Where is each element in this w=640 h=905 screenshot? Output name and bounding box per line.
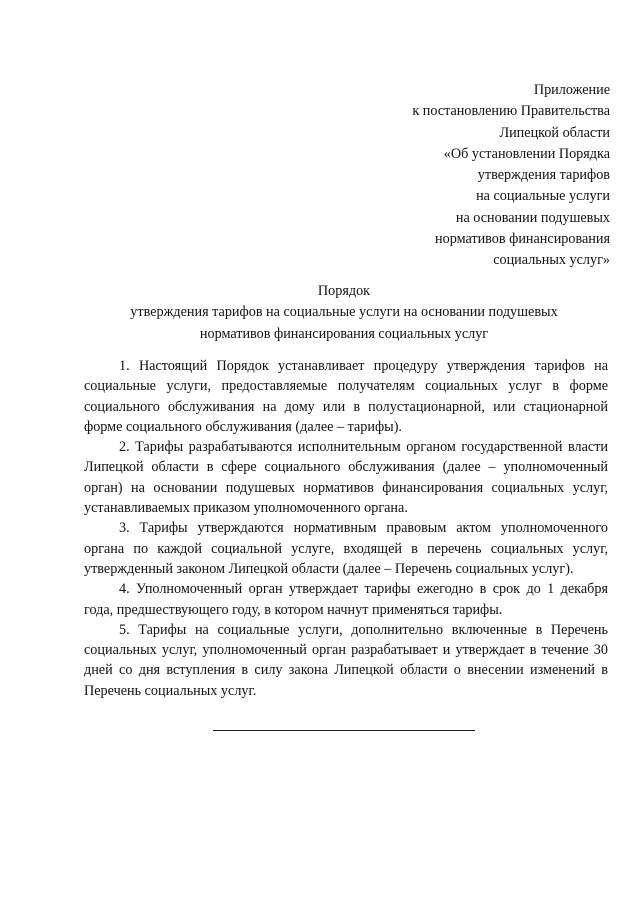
closing-divider xyxy=(213,730,475,731)
appendix-header xyxy=(412,80,610,272)
appendix-line: к постановлению Правительства xyxy=(412,103,610,120)
title-heading: Порядок xyxy=(317,283,371,299)
appendix-line: Липецкой области xyxy=(499,124,610,141)
title-subtitle-line: нормативов финансирования социальных услуг xyxy=(199,325,489,342)
appendix-line: утверждения тарифов xyxy=(477,167,610,184)
document-body xyxy=(84,356,608,701)
paragraph-5: 5. Тарифы на социальные услуги, дополнительно включенные в Перечень социальных услуг, уполномоченный орган разрабатывает и утверждает в течение 30 дней со дня вступления в силу закона Липецкой области о внесении изменений в Перечень социальных услуг. xyxy=(84,621,608,699)
paragraph-4: 4. Уполномоченный орган утверждает тарифы ежегодно в срок до 1 декабря года, предшествующего году, в котором начнут применяться тарифы. xyxy=(84,581,608,618)
paragraph-2: 2. Тарифы разрабатываются исполнительным органом государственной власти Липецкой области в сфере социального обслуживания (далее – уполномоченный орган) на основании подушевых нормативов финансирования социальных услуг, устанавливаемых приказом уполномоченного органа. xyxy=(84,439,608,517)
appendix-line: на основании подушевых xyxy=(455,209,610,226)
document-title xyxy=(84,281,604,345)
appendix-line: нормативов финансирования xyxy=(435,231,610,248)
paragraph-1: 1. Настоящий Порядок устанавливает процедуру утверждения тарифов на социальные услуги, предоставляемые получателям социальных услуг в форме социального обслуживания на дому или в полустационарной, или стационарной форме социального обслуживания (далее – тарифы). xyxy=(84,358,608,435)
title-subtitle-line: утверждения тарифов на социальные услуги на основании подушевых xyxy=(130,304,558,321)
paragraph-3: 3. Тарифы утверждаются нормативным правовым актом уполномоченного органа по каждой социальной услуге, входящей в перечень социальных услуг, утвержденный законом Липецкой области (далее – Перечень социальных услуг). xyxy=(84,520,608,577)
appendix-line: на социальные услуги xyxy=(476,188,610,205)
appendix-line: «Об установлении Порядка xyxy=(443,145,610,162)
appendix-line: Приложение xyxy=(533,82,610,98)
appendix-line: социальных услуг» xyxy=(493,252,610,269)
